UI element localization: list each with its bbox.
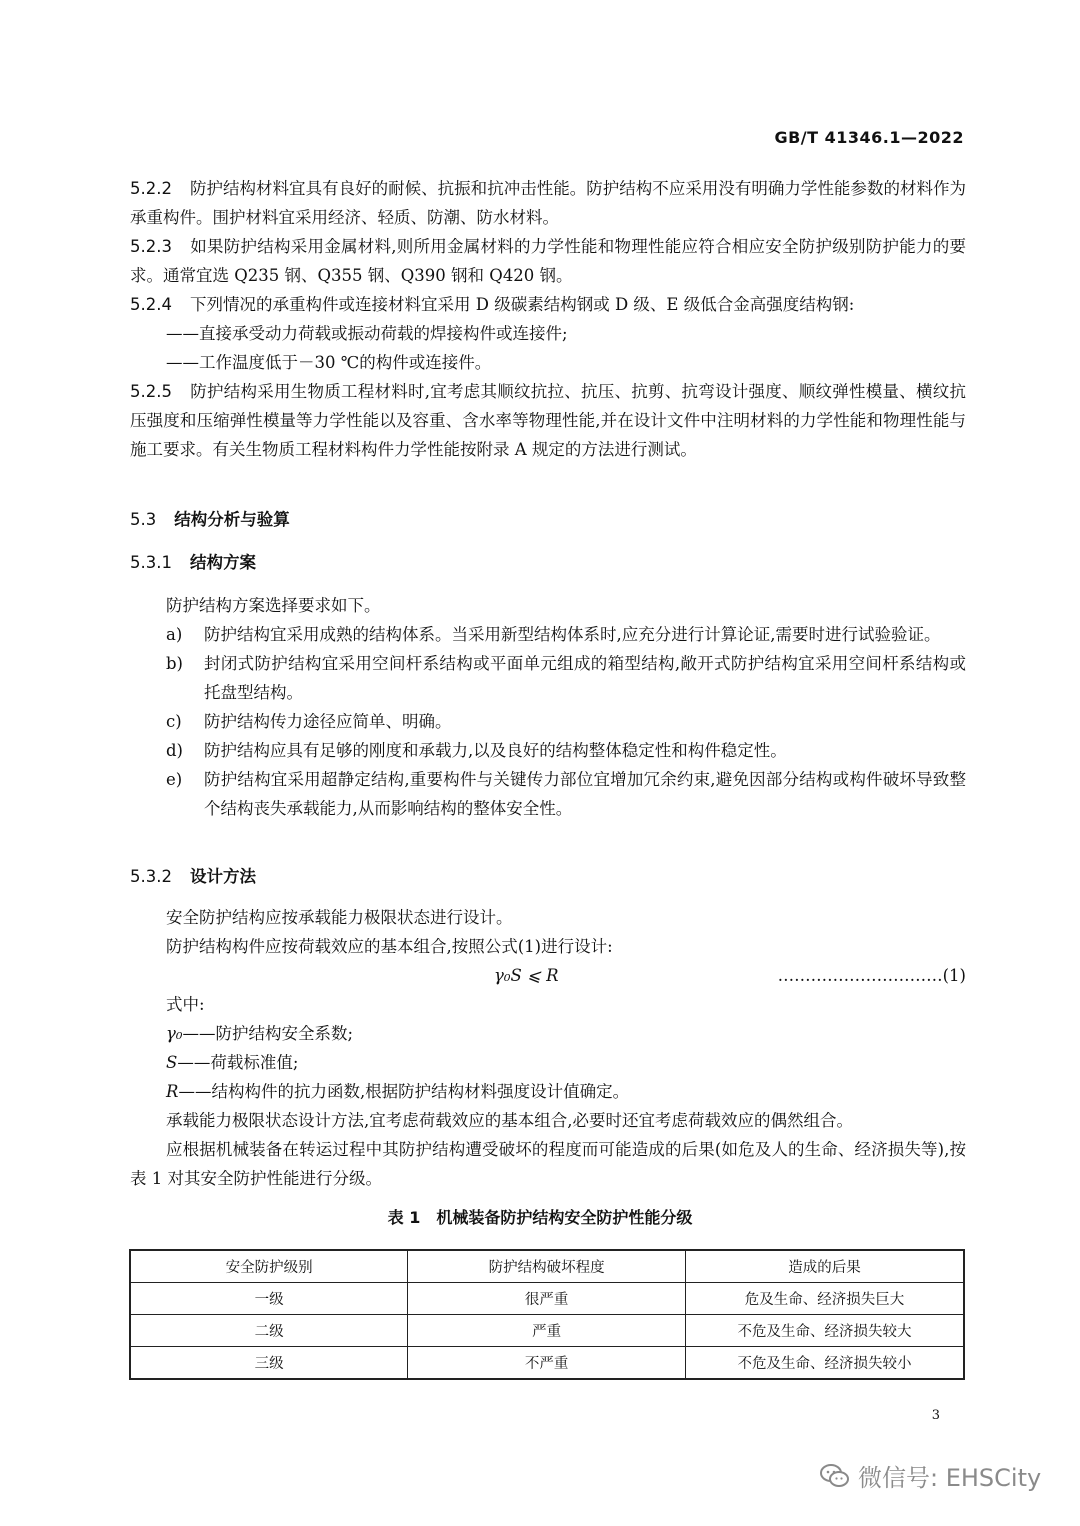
list-text: 防护结构传力途径应简单、明确。 — [204, 712, 452, 731]
table-cell: 危及生命、经济损失巨大 — [685, 1283, 964, 1315]
clause-text: 防护结构采用生物质工程材料时,宜考虑其顺纹抗拉、抗压、抗剪、抗弯设计强度、顺纹弹性模量、横纹抗压强度和压缩弹性模量等力学性能以及容重、含水率等物理性能,并在设计文件中注明材料的力学性能和物理性能与施工要求。有关生物质工程材料构件力学性能按附录 A 规定的方法进行测试。 — [130, 382, 966, 459]
variable-symbol: R — [166, 1082, 179, 1101]
list-label: e) — [166, 770, 183, 789]
list-label: d) — [166, 741, 183, 760]
table-row — [130, 1283, 964, 1315]
section-heading — [130, 862, 966, 891]
table-header-row — [130, 1250, 964, 1283]
paragraph: 承载能力极限状态设计方法,宜考虑荷载效应的基本组合,必要时还宜考虑荷载效应的偶然组合。 — [166, 1111, 853, 1130]
clause-block-52 — [130, 174, 966, 464]
list-label: b) — [166, 654, 183, 673]
section-5-3-1-body — [130, 591, 966, 823]
clause-5-2-3 — [130, 232, 966, 290]
table-cell: 二级 — [130, 1315, 408, 1347]
section-title: 设计方法 — [189, 867, 256, 886]
paragraph: 应根据机械装备在转运过程中其防护结构遭受破坏的程度而可能造成的后果(如危及人的生命、经济损失等),按表 1 对其安全防护性能进行分级。 — [130, 1140, 966, 1188]
list-text: 封闭式防护结构宜采用空间杆系结构或平面单元组成的箱型结构,敞开式防护结构宜采用空间杆系结构或托盘型结构。 — [204, 654, 966, 702]
formula-row — [130, 961, 966, 990]
table-cell: 不危及生命、经济损失较大 — [685, 1315, 964, 1347]
paragraph: 防护结构构件应按荷载效应的基本组合,按照公式(1)进行设计: — [166, 937, 613, 956]
table-header-cell: 造成的后果 — [685, 1250, 964, 1283]
table-cell: 三级 — [130, 1347, 408, 1380]
list-item — [130, 620, 966, 649]
variable-description: ——防护结构安全系数; — [182, 1024, 354, 1043]
clause-5-2-2 — [130, 174, 966, 232]
section-number: 5.3.2 — [130, 867, 172, 886]
list-item — [130, 707, 966, 736]
section-number: 5.3 — [130, 510, 157, 529]
intro-text: 防护结构方案选择要求如下。 — [166, 596, 381, 615]
list-label: a) — [166, 625, 183, 644]
clause-5-2-4 — [130, 290, 966, 319]
clause-text: 防护结构材料宜具有良好的耐候、抗振和抗冲击性能。防护结构不应采用没有明确力学性能参数的材料作为承重构件。围护材料宜采用经济、轻质、防潮、防水材料。 — [130, 179, 966, 227]
formula-number: …………………………(1) — [777, 966, 966, 985]
variable-symbol: γ₀ — [166, 1024, 183, 1043]
section-number: 5.3.1 — [130, 553, 172, 572]
table-cell: 一级 — [130, 1283, 408, 1315]
standard-code: GB/T 41346.1—2022 — [774, 128, 964, 147]
wechat-watermark — [820, 1458, 1041, 1493]
section-5-3-1 — [130, 548, 966, 577]
variable-definition — [130, 1048, 966, 1077]
clause-number: 5.2.5 — [130, 382, 172, 401]
list-item — [130, 736, 966, 765]
table-header-cell: 安全防护级别 — [130, 1250, 408, 1283]
clause-number: 5.2.3 — [130, 237, 172, 256]
list-text: 防护结构宜采用成熟的结构体系。当采用新型结构体系时,应充分进行计算论证,需要时进行试验验证。 — [204, 625, 941, 644]
table-cell: 很严重 — [408, 1283, 686, 1315]
dash-list-item: ——直接承受动力荷载或振动荷载的焊接构件或连接件; — [166, 324, 568, 343]
variable-description: ——结构构件的抗力函数,根据防护结构材料强度设计值确定。 — [178, 1082, 630, 1101]
wechat-icon — [820, 1463, 850, 1489]
section-5-3 — [130, 505, 966, 534]
variable-definition — [130, 1077, 966, 1106]
dash-list-item: ——工作温度低于－30 ℃的构件或连接件。 — [166, 353, 492, 372]
section-5-3-2-body — [130, 903, 966, 1193]
where-label: 式中: — [166, 995, 205, 1014]
list-text: 防护结构宜采用超静定结构,重要构件与关键传力部位宜增加冗余约束,避免因部分结构或构件破坏导致整个结构丧失承载能力,从而影响结构的整体安全性。 — [204, 770, 966, 818]
section-title: 结构分析与验算 — [174, 510, 290, 529]
section-heading — [130, 505, 966, 534]
grading-table — [129, 1249, 965, 1380]
list-text: 防护结构应具有足够的刚度和承载力,以及良好的结构整体稳定性和构件稳定性。 — [204, 741, 787, 760]
variable-description: ——荷载标准值; — [177, 1053, 299, 1072]
section-5-3-2 — [130, 862, 966, 891]
clause-number: 5.2.4 — [130, 295, 172, 314]
table-cell: 严重 — [408, 1315, 686, 1347]
variable-symbol: S — [166, 1053, 178, 1072]
watermark-text: 微信号: EHSCity — [858, 1464, 1042, 1492]
table-title: 表 1 机械装备防护结构安全防护性能分级 — [387, 1208, 693, 1227]
clause-text: 如果防护结构采用金属材料,则所用金属材料的力学性能和物理性能应符合相应安全防护级别防护能力的要求。通常宜选 Q235 钢、Q355 钢、Q390 钢和 Q420 钢。 — [130, 237, 966, 285]
table-cell: 不危及生命、经济损失较小 — [685, 1347, 964, 1380]
section-title: 结构方案 — [189, 553, 256, 572]
table-header-cell: 防护结构破坏程度 — [408, 1250, 686, 1283]
page-number: 3 — [931, 1408, 940, 1423]
table-row — [130, 1315, 964, 1347]
paragraph: 安全防护结构应按承载能力极限状态进行设计。 — [166, 908, 513, 927]
clause-5-2-5 — [130, 377, 966, 464]
list-item — [130, 765, 966, 823]
list-label: c) — [166, 712, 182, 731]
clause-text: 下列情况的承重构件或连接材料宜采用 D 级碳素结构钢或 D 级、E 级低合金高强度结构钢: — [189, 295, 855, 314]
table-cell: 不严重 — [408, 1347, 686, 1380]
formula: γ₀S ⩽ R — [494, 966, 559, 985]
clause-number: 5.2.2 — [130, 179, 172, 198]
list-item — [130, 649, 966, 707]
table-row — [130, 1347, 964, 1380]
variable-definition — [130, 1019, 966, 1048]
section-heading — [130, 548, 966, 577]
